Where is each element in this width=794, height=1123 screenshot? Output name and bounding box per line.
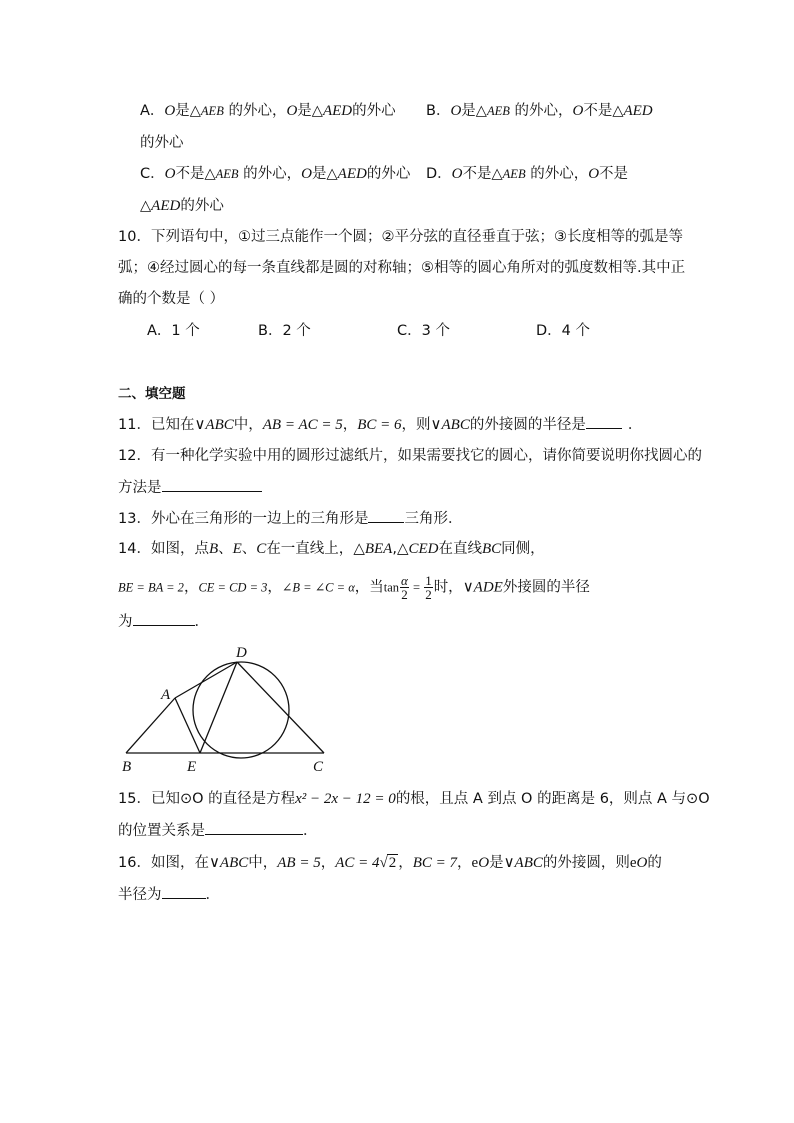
circumcircle xyxy=(193,662,289,758)
q14-line-1: 14．如图，点B、E、C在一直线上，△BEA,△CED在直线BC同侧， xyxy=(118,541,545,557)
q14-fraction-one-half: $\frac{1}{2}$ xyxy=(425,573,432,602)
q14-line-3: 为 ． xyxy=(118,611,209,632)
q12-line-1: 12．有一种化学实验中用的圆形过滤纸片，如果需要找它的圆心，请你简要说明你找圆心的 xyxy=(118,448,702,464)
q16-answer-blank[interactable] xyxy=(162,884,206,899)
sqrt-sign: √ xyxy=(379,855,388,871)
label-d: D xyxy=(236,645,247,661)
q15-answer-blank[interactable] xyxy=(205,820,303,835)
q10-option-c: C．3 个 xyxy=(397,323,450,339)
label-a: A xyxy=(161,687,171,703)
label-e: E xyxy=(187,759,197,775)
q13-answer-blank[interactable] xyxy=(368,508,404,523)
q15-line-2: 的位置关系是 ． xyxy=(118,820,318,841)
q9-option-a: A．O是△AEB 的外心，O是△AED的外心 xyxy=(140,103,396,119)
q9-option-b: B．O是△AEB 的外心，O不是△AED xyxy=(426,103,653,119)
q16-line-1: 16．如图，在∨ABC中，AB = 5，AC = 4√2 ，BC = 7，eO是∨ABC的外接圆，则eO的 xyxy=(118,855,662,871)
q11-answer-blank[interactable] xyxy=(586,414,622,429)
q15-line-1: 15．已知⊙O 的直径是方程x² − 2x − 12 = 0的根，且点 A 到点 O 的距离是 6，则点 A 与⊙O xyxy=(118,791,710,807)
label-c: C xyxy=(313,759,324,775)
q10-option-b: B．2 个 xyxy=(258,323,311,339)
q13: 13．外心在三角形的一边上的三角形是 三角形． xyxy=(118,508,462,529)
q9-option-c: C．O不是△AEB 的外心，O是△AED的外心 xyxy=(140,166,411,182)
q10-option-a: A．1 个 xyxy=(147,323,200,339)
q14-geometry-figure xyxy=(115,640,345,775)
q14-answer-blank[interactable] xyxy=(133,611,195,626)
q10-line-1: 10．下列语句中，①过三点能作一个圆；②平分弦的直径垂直于弦；③长度相等的弧是等 xyxy=(118,229,683,245)
q14-fraction-alpha-over-2: $\frac{\alpha}{2}$ xyxy=(401,573,408,602)
q9-option-d: D．O不是△AEB 的外心，O不是 xyxy=(426,166,629,182)
segment-ed xyxy=(200,662,237,753)
q10-option-d: D．4 个 xyxy=(536,323,590,339)
q11: 11．已知在∨ABC中，AB = AC = 5，BC = 6，则∨ABC的外接圆的半径是 ． xyxy=(118,414,642,435)
q10-line-2: 弧；④经过圆心的每一条直线都是圆的对称轴；⑤相等的圆心角所对的弧度数相等.其中正 xyxy=(118,260,686,276)
q9-option-d-cont: △AED的外心 xyxy=(140,198,224,214)
q10-line-3: 确的个数是（ ） xyxy=(118,291,225,307)
section-title: 二、填空题 xyxy=(118,386,186,402)
q12-answer-blank[interactable] xyxy=(162,477,262,492)
q9-option-b-cont: 的外心 xyxy=(140,135,184,151)
q16-line-2: 半径为 ． xyxy=(118,884,220,905)
q12-line-2: 方法是 xyxy=(118,477,262,498)
q14-line-2: BE = BA = 2，CE = CD = 3，∠B = ∠C = α，当tan $\frac{\alpha}{2}$ = $\frac{1}{2}$ 时，∨ADE外接圆的半径 xyxy=(118,573,590,602)
label-b: B xyxy=(122,759,132,775)
segment-ba xyxy=(126,698,175,753)
segment-dc xyxy=(237,662,324,753)
segment-ad xyxy=(175,662,237,698)
